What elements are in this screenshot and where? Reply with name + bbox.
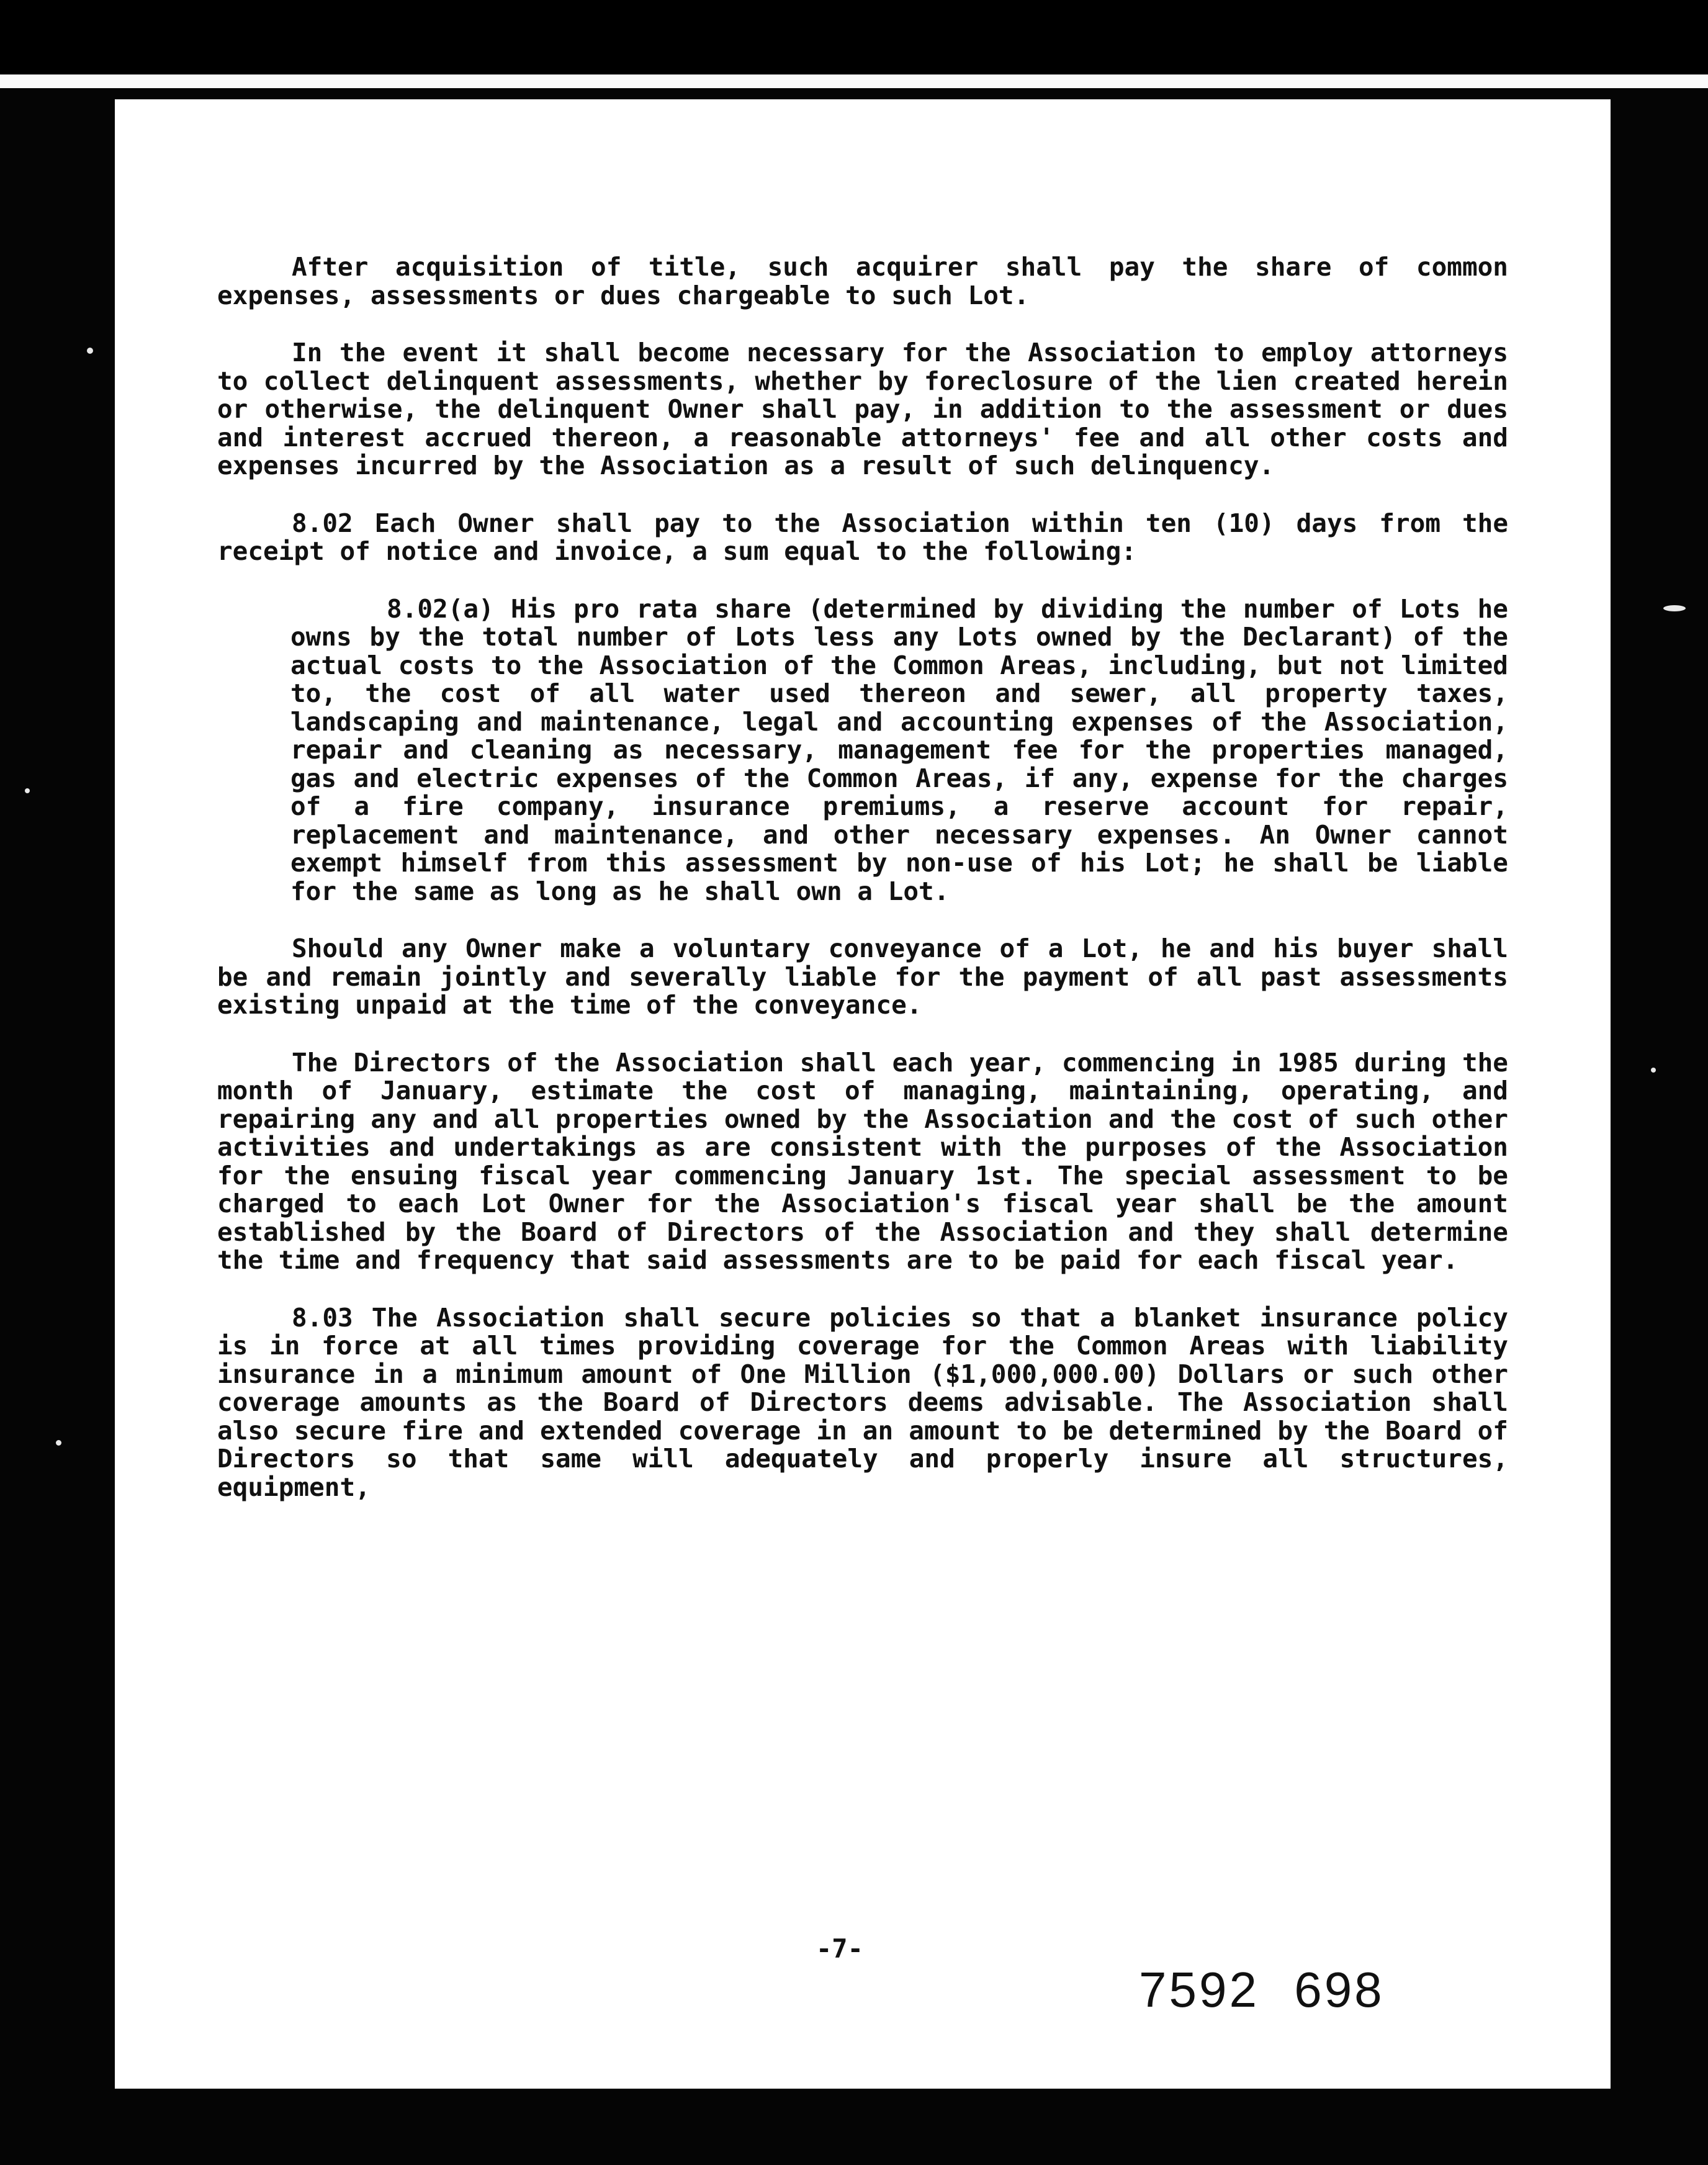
scan-speck bbox=[1663, 605, 1686, 611]
scan-speck bbox=[56, 1440, 61, 1446]
scan-speck bbox=[87, 348, 93, 354]
document-page bbox=[115, 99, 1611, 2089]
paragraph-acquisition: After acquisition of title, such acquirer shall pay the share of common expenses, assessments or dues chargeable to such Lot. bbox=[217, 252, 1508, 310]
recording-stamp: 7592 698 bbox=[1139, 1962, 1385, 2017]
document-body bbox=[217, 253, 1508, 1531]
paragraph-conveyance: Should any Owner make a voluntary conveyance of a Lot, he and his buyer shall be and remain jointly and severally liable for the payment of all past assessments existing unpaid at the time of the conveyance. bbox=[217, 934, 1508, 1020]
paragraph-attorneys-fees: In the event it shall become necessary for the Association to employ attorneys to collect delinquent assessments, whether by foreclosure of the lien created herein or otherwise, the delinquent Owner shall pay, in addition to the assessment or dues and interest accrued thereon, a reasonable attorneys' fee and all other costs and expenses incurred by the Association as a result of such delinquency. bbox=[217, 338, 1508, 480]
section-8-03: 8.03 The Association shall secure policies so that a blanket insurance policy is in force at all times providing coverage for the Common Areas with liability insurance in a minimum amount of One Million ($1,000,000.00) Dollars or such other coverage amounts as the Board of Directors deems advisable. The Association shall also secure fire and extended coverage in an amount to be determined by the Board of Directors so that same will adequately and properly insure all structures, equipment, bbox=[217, 1302, 1508, 1502]
section-8-02-a: 8.02(a) His pro rata share (determined by dividing the number of Lots he owns by the total number of Lots less any Lots owned by the Declarant) of the actual costs to the Association of the Common Areas, including, but not limited to, the cost of all water used thereon and sewer, all property taxes, landscaping and maintenance, legal and accounting expenses of the Association, repair and cleaning as necessary, management fee for the properties managed, gas and electric expenses of the Common Areas, if any, expense for the charges of a fire company, insurance premiums, a reserve account for repair, replacement and maintenance, and other necessary expenses. An Owner cannot exempt himself from this assessment by non-use of his Lot; he shall be liable for the same as long as he shall own a Lot. bbox=[290, 593, 1508, 906]
scan-speck bbox=[25, 788, 30, 793]
scan-speck bbox=[1651, 1068, 1656, 1073]
paragraph-directors-budget: The Directors of the Association shall each year, commencing in 1985 during the month of January, estimate the cost of managing, maintaining, operating, and repairing any and all properties owned by the Association and the cost of such other activities and undertakings as are consistent with the purposes of the Association for the ensuing fiscal year commencing January 1st. The special assessment to be charged to each Lot Owner for the Association's fiscal year shall be the amount established by the Board of Directors of the Association and they shall determine the time and frequency that said assessments are to be paid for each fiscal year. bbox=[217, 1047, 1508, 1275]
page-number: -7- bbox=[816, 1933, 863, 1964]
scan-top-border bbox=[0, 0, 1708, 74]
scan-top-edge bbox=[0, 74, 1708, 88]
section-8-02: 8.02 Each Owner shall pay to the Association within ten (10) days from the receipt of notice and invoice, a sum equal to the following: bbox=[217, 508, 1508, 566]
